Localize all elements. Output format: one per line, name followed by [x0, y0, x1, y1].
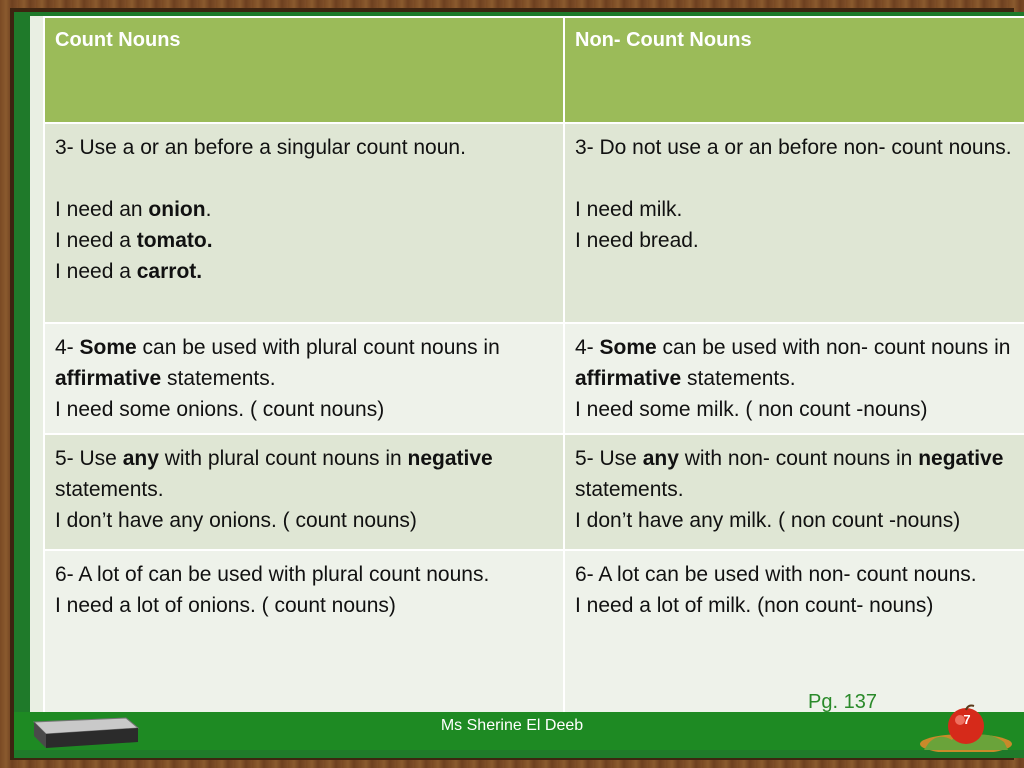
rule-text: 5- Use any with plural count nouns in negative statements.	[55, 447, 493, 501]
rule-text: 4- Some can be used with non- count nouns in affirmative statements.	[575, 336, 1011, 390]
page-reference: Pg. 137	[808, 691, 877, 713]
table-cell	[44, 323, 564, 434]
example-line: I need milk.	[575, 198, 683, 221]
footer-author: Ms Sherine El Deeb	[440, 717, 584, 734]
rule-text: 4- Some can be used with plural count nouns in affirmative statements.	[55, 336, 500, 390]
example-line: I need a lot of milk. (non count- nouns)	[575, 594, 934, 617]
example-line: I need bread.	[575, 229, 699, 252]
table-cell	[44, 123, 564, 323]
example-line: I don’t have any onions. ( count nouns)	[55, 509, 417, 532]
eraser-icon	[26, 712, 142, 750]
table-row	[44, 123, 1024, 323]
table-row	[44, 434, 1024, 550]
table-cell	[564, 434, 1024, 550]
header-non-count-nouns: Non- Count Nouns	[564, 17, 1024, 123]
table-header-row	[44, 17, 1024, 123]
table-cell	[44, 434, 564, 550]
rule-text: 5- Use any with non- count nouns in negative statements.	[575, 447, 1004, 501]
table-row	[44, 323, 1024, 434]
header-count-nouns: Count Nouns	[44, 17, 564, 123]
rule-text: 3- Do not use a or an before non- count nouns.	[575, 136, 1012, 159]
table-cell	[564, 123, 1024, 323]
table-cell	[564, 550, 1024, 716]
spacer	[575, 163, 1014, 194]
example-line: I need a lot of onions. ( count nouns)	[55, 594, 396, 617]
table-cell	[44, 550, 564, 716]
spacer	[55, 163, 553, 194]
example-line: I need some onions. ( count nouns)	[55, 398, 385, 421]
count-noncount-table	[43, 16, 1024, 717]
slide-number: 7	[963, 712, 971, 727]
example-line: I need a carrot.	[55, 260, 203, 283]
example-line: I need an onion.	[55, 198, 212, 221]
rule-text: 6- A lot of can be used with plural count nouns.	[55, 563, 490, 586]
table-row	[44, 550, 1024, 716]
example-line: I don’t have any milk. ( non count -nouns)	[575, 509, 961, 532]
table-cell	[564, 323, 1024, 434]
example-line: I need a tomato.	[55, 229, 213, 252]
rule-text: 3- Use a or an before a singular count noun.	[55, 136, 466, 159]
rule-text: 6- A lot can be used with non- count nouns.	[575, 563, 977, 586]
example-line: I need some milk. ( non count -nouns)	[575, 398, 928, 421]
